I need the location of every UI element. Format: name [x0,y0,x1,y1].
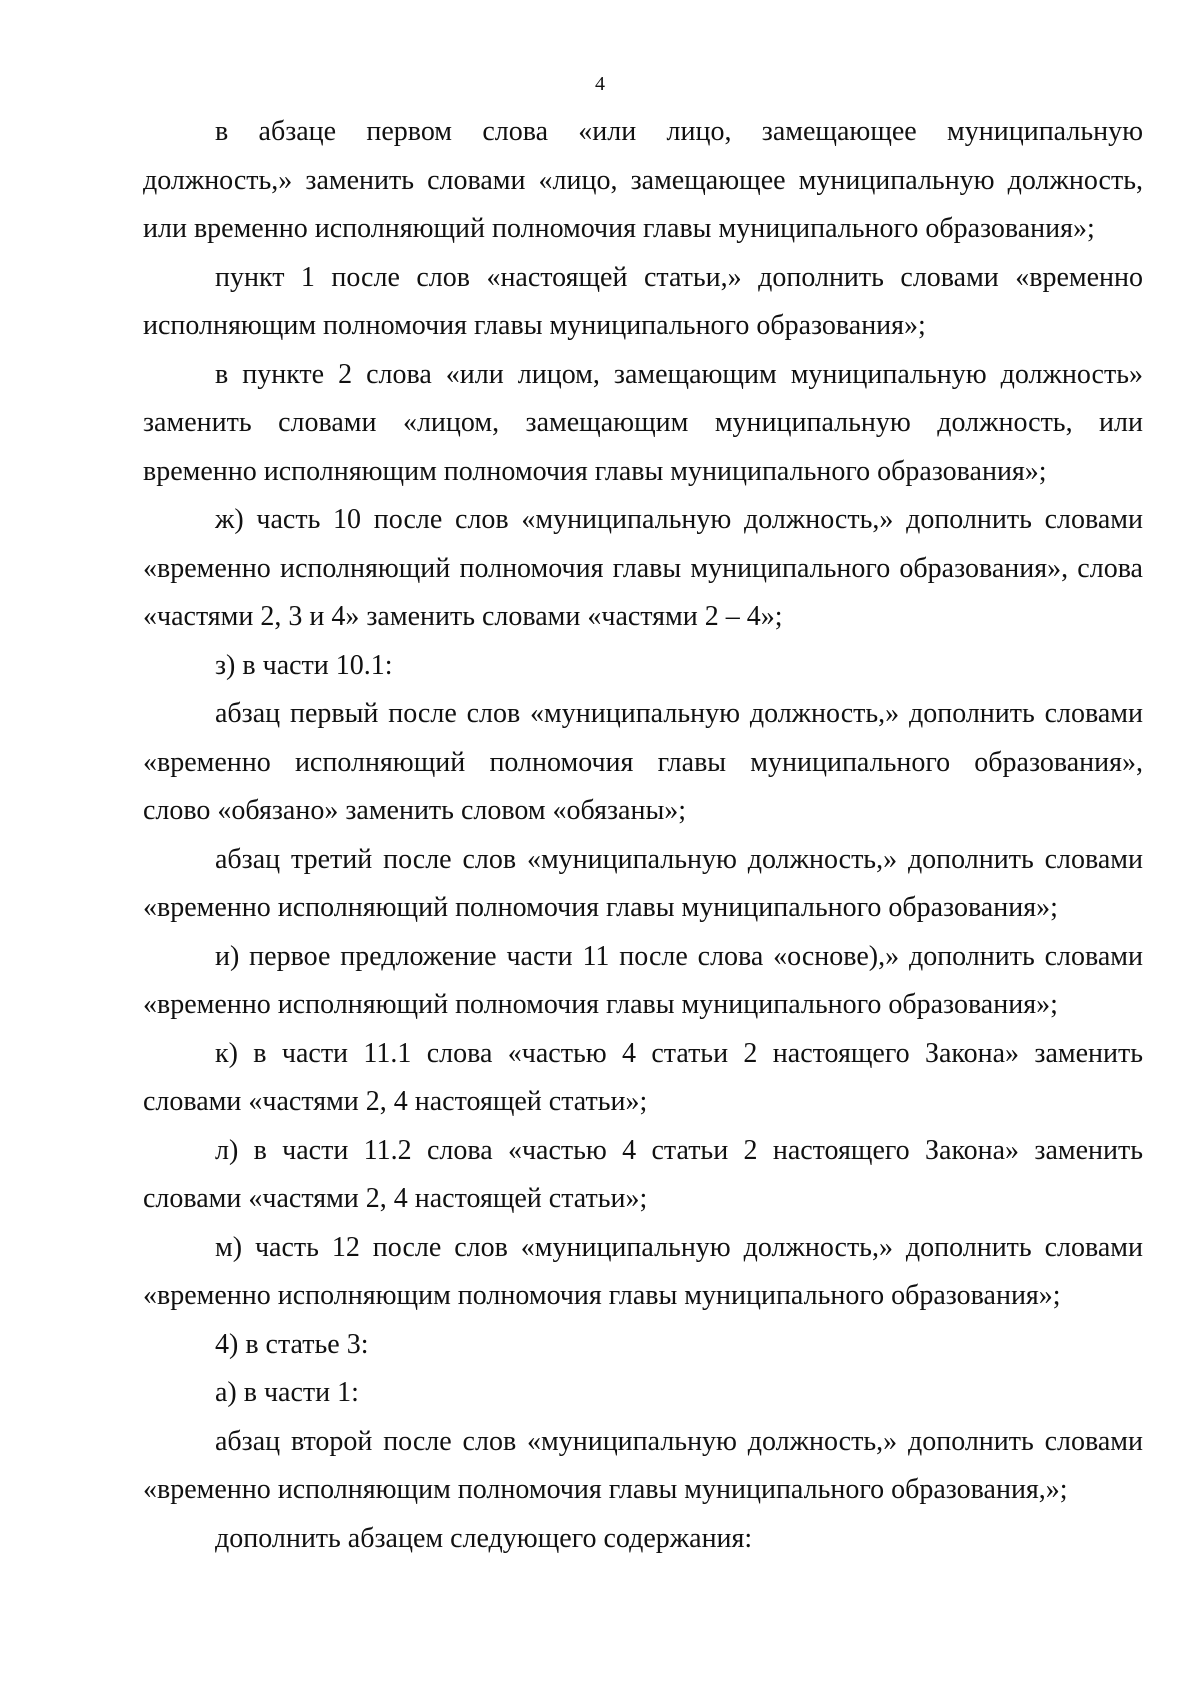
paragraph-line: л) в части 11.2 слова «частью 4 статьи 2 настоящего Закона» заменить [215,1134,1143,1166]
paragraph [143,642,1143,691]
paragraph-line: «временно исполняющий полномочия главы муниципального образования», [143,746,1143,778]
paragraph [143,496,1143,642]
paragraph-line: и) первое предложение части 11 после слова «основе),» дополнить словами [215,940,1143,972]
paragraph-line: к) в части 11.1 слова «частью 4 статьи 2 настоящего Закона» заменить [215,1037,1143,1069]
paragraph [143,1515,1143,1564]
paragraph-line: заменить словами «лицом, замещающим муниципальную должность, или [143,407,1143,438]
paragraph-line: ж) часть 10 после слов «муниципальную должность,» дополнить словами [215,504,1143,535]
paragraph-line: «временно исполняющий полномочия главы муниципального образования», слова [143,552,1143,584]
paragraph [143,1321,1143,1370]
paragraph-line: «временно исполняющий полномочия главы муниципального образования»; [143,989,1058,1020]
paragraph-line: словами «частями 2, 4 настоящей статьи»; [143,1086,648,1117]
paragraph-line: дополнить абзацем следующего содержания: [215,1522,753,1554]
paragraph-line: пункт 1 после слов «настоящей статьи,» дополнить словами «временно [215,261,1143,293]
paragraph [143,836,1143,933]
paragraph-line: абзац третий после слов «муниципальную должность,» дополнить словами [215,843,1143,875]
paragraph-line: «частями 2, 3 и 4» заменить словами «частями 2 – 4»; [143,601,783,632]
document-body [143,108,1143,1563]
paragraph [143,254,1143,351]
paragraph-line: «временно исполняющим полномочия главы муниципального образования,»; [143,1474,1068,1505]
paragraph [143,1030,1143,1127]
paragraph [143,108,1143,254]
paragraph [143,933,1143,1030]
paragraph [143,1418,1143,1515]
paragraph-line: должность,» заменить словами «лицо, замещающее муниципальную должность, [143,164,1143,196]
paragraph-line: словами «частями 2, 4 настоящей статьи»; [143,1183,648,1214]
paragraph-line: 4) в статье 3: [215,1328,369,1360]
paragraph-line: «временно исполняющим полномочия главы муниципального образования»; [143,1280,1061,1311]
paragraph-line: в абзаце первом слова «или лицо, замещающее муниципальную [215,116,1143,147]
paragraph-line: временно исполняющим полномочия главы муниципального образования»; [143,455,1047,487]
paragraph-line: или временно исполняющий полномочия главы муниципального образования»; [143,213,1095,244]
paragraph [143,1369,1143,1418]
paragraph [143,1224,1143,1321]
paragraph-line: абзац первый после слов «муниципальную должность,» дополнить словами [215,698,1143,729]
paragraph [143,1127,1143,1224]
paragraph-line: м) часть 12 после слов «муниципальную должность,» дополнить словами [215,1231,1143,1263]
paragraph-line: з) в части 10.1: [215,649,393,681]
paragraph [143,690,1143,836]
paragraph-line: абзац второй после слов «муниципальную должность,» дополнить словами [215,1425,1143,1457]
paragraph-line: «временно исполняющий полномочия главы муниципального образования»; [143,892,1058,923]
paragraph-line: слово «обязано» заменить словом «обязаны»; [143,795,687,826]
paragraph [143,351,1143,497]
paragraph-line: исполняющим полномочия главы муниципального образования»; [143,310,926,341]
page-number: 4 [595,73,605,95]
paragraph-line: в пункте 2 слова «или лицом, замещающим муниципальную должность» [215,358,1143,390]
paragraph-line: а) в части 1: [215,1377,359,1408]
